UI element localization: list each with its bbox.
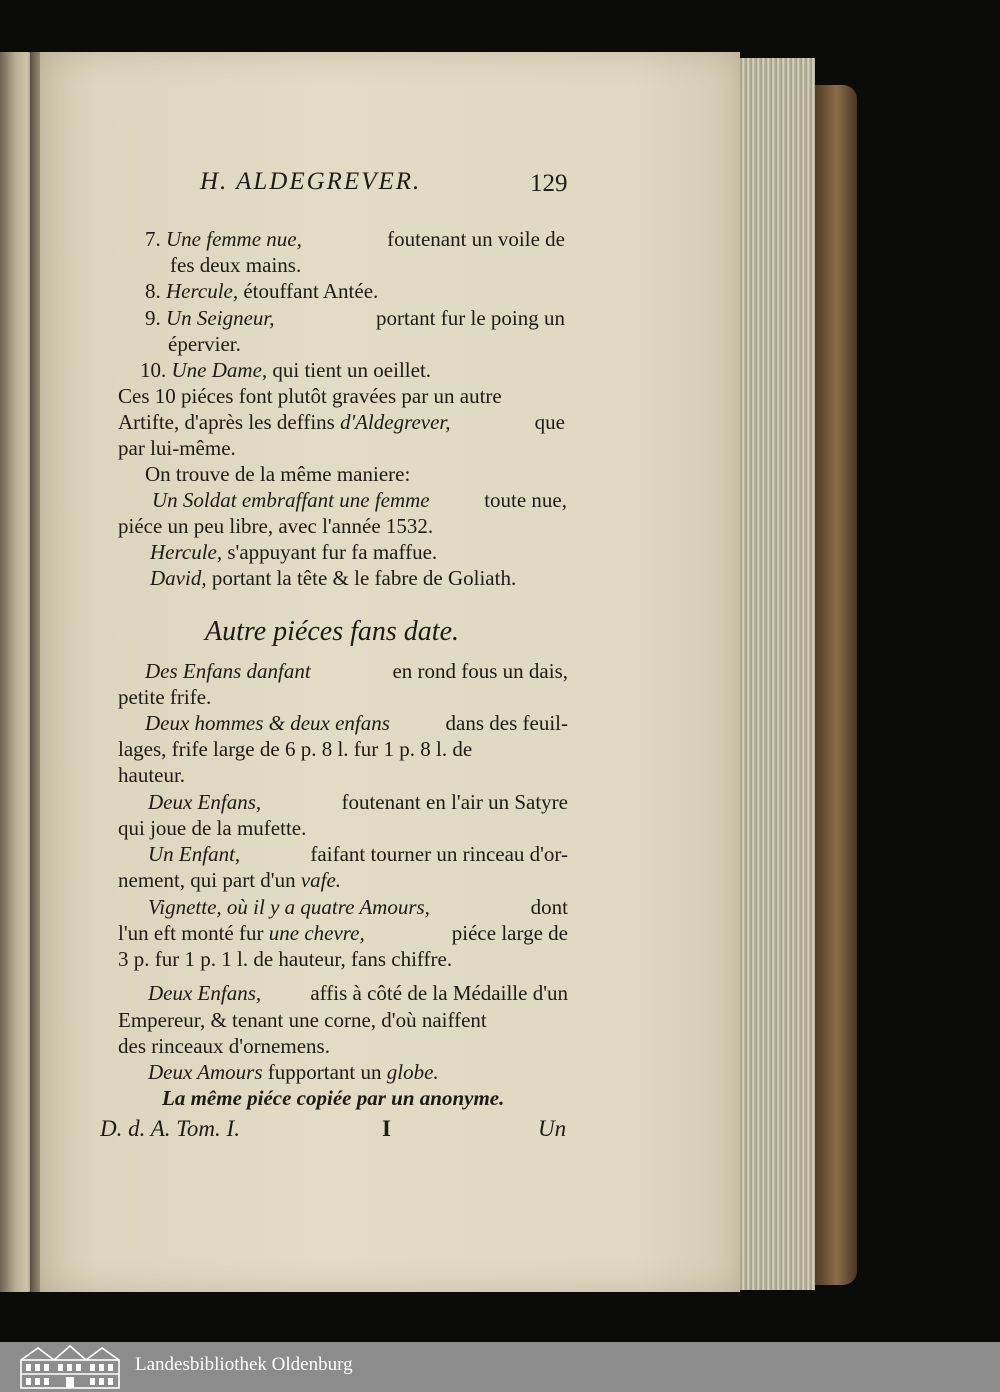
running-header: H. ALDEGREVER. <box>200 168 422 195</box>
text-line: 8. Hercule, étouffant Antée. <box>145 279 379 303</box>
text-line: Des Enfans danfant en rond fous un dais, <box>145 659 568 683</box>
text-line: Vignette, où il y a quatre Amours, dont <box>148 895 568 919</box>
text-line: Ces 10 piéces font plutôt gravées par un autre <box>118 384 502 408</box>
text-line: Hercule, s'appuyant fur fa maffue. <box>150 540 438 564</box>
text-line: Empereur, & tenant une corne, d'où naiffent <box>118 1008 487 1032</box>
text-line: On trouve de la même maniere: <box>145 462 411 486</box>
text-line: La même piéce copiée par un anonyme. <box>162 1086 505 1110</box>
text-line: piéce un peu libre, avec l'année 1532. <box>118 514 434 538</box>
text-line: lages, frife large de 6 p. 8 l. fur 1 p. 8 l. de <box>118 737 473 761</box>
text-line: Deux hommes & deux enfans dans des feuil- <box>145 711 568 735</box>
text-line: par lui-même. <box>118 436 236 460</box>
text-line: 10. Une Dame, qui tient un oeillet. <box>140 358 432 382</box>
text-line: épervier. <box>168 332 241 356</box>
page-edges <box>735 58 815 1290</box>
library-building-icon <box>18 1344 122 1390</box>
text-line: nement, qui part d'un vafe. <box>118 868 342 892</box>
text-line: Deux Amours fupportant un globe. <box>148 1060 439 1084</box>
text-line: des rinceaux d'ornemens. <box>118 1034 330 1058</box>
text-line: Deux Enfans, foutenant en l'air un Satyre <box>148 790 568 814</box>
library-name: Landesbibliothek Oldenburg <box>135 1354 353 1375</box>
text-line: David, portant la tête & le fabre de Goliath. <box>150 566 517 590</box>
signature-number: I <box>382 1116 391 1141</box>
page-number: 129 <box>530 170 568 197</box>
text-line: l'un eft monté fur une chevre, piéce large de <box>118 921 568 945</box>
section-heading: Autre piéces fans date. <box>205 616 460 647</box>
text-line: hauteur. <box>118 763 186 787</box>
text-line: 9. Un Seigneur, portant fur le poing un <box>145 306 565 330</box>
library-banner <box>0 1342 1000 1392</box>
text-line: Artifte, d'après les deffins d'Aldegrever, que <box>118 410 565 434</box>
catchword: Un <box>538 1116 567 1141</box>
signature-mark: D. d. A. Tom. I. <box>100 1116 240 1141</box>
text-line: Un Soldat embraffant une femme toute nue, <box>152 488 567 512</box>
text-line: 7. Une femme nue, foutenant un voile de <box>145 227 565 251</box>
text-line: Un Enfant, faifant tourner un rinceau d'or- <box>148 842 568 866</box>
text-line: Deux Enfans, affis à côté de la Médaille d'un <box>148 981 568 1005</box>
text-line: petite frife. <box>118 685 212 709</box>
text-line: fes deux mains. <box>170 253 302 277</box>
text-line: qui joue de la mufette. <box>118 816 307 840</box>
text-line: 3 p. fur 1 p. 1 l. de hauteur, fans chiffre. <box>118 947 453 971</box>
left-page-edge <box>0 52 34 1292</box>
